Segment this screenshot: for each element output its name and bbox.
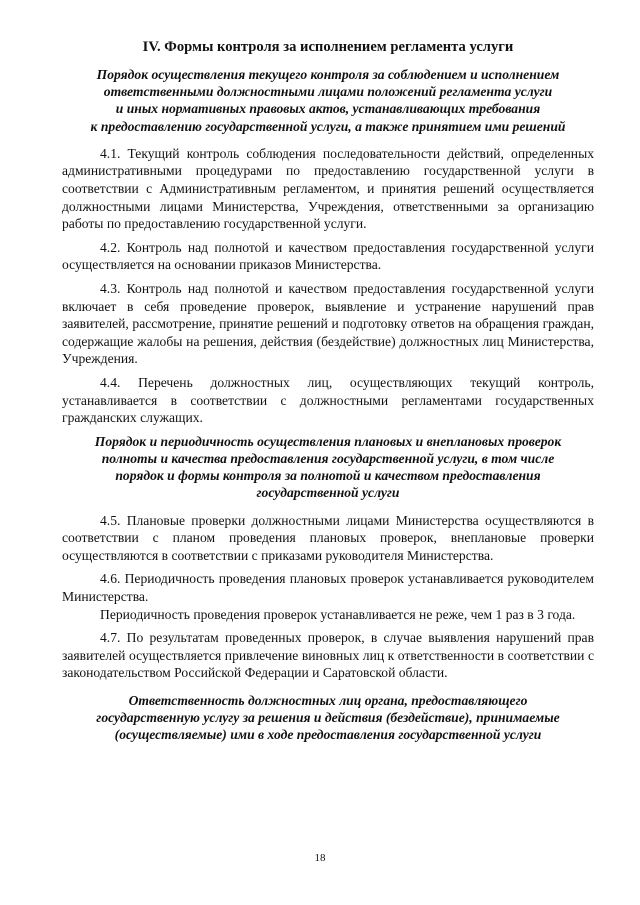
- heading-line: полноты и качества предоставления государственной услуги, в том числе: [101, 450, 555, 466]
- paragraph-4-1: 4.1. Текущий контроль соблюдения последовательности действий, определенных административными процедурами по предоставлению государственной услуги в соответствии с Административным регламентом, и принятия решений осуществляется должностными лицами Министерства, Учреждения, ответственными за организацию работы по предоставлению государственной услуги.: [62, 145, 594, 232]
- heading-line: порядок и формы контроля за полнотой и качеством предоставления: [115, 468, 541, 484]
- heading-line: Порядок осуществления текущего контроля за соблюдением и исполнением: [96, 67, 560, 82]
- heading-line: и иных нормативных правовых актов, устанавливающих требования: [115, 101, 541, 117]
- heading-line: государственную услугу за решения и действия (бездействие), принимаемые: [96, 710, 560, 726]
- page-number: 18: [314, 852, 326, 864]
- heading-line: государственной услуги: [256, 485, 400, 501]
- paragraph-4-7: 4.7. По результатам проведенных проверок, в случае выявления нарушений прав заявителей осуществляется привлечение виновных лиц к ответственности в соответствии с законодательством Российской Федерации и Саратовской области.: [62, 630, 594, 681]
- section-heading-inspections: [62, 433, 594, 502]
- heading-line: ответственными должностными лицами положений регламента услуги: [103, 84, 553, 100]
- paragraph-4-3: 4.3. Контроль над полнотой и качеством предоставления государственной услуги включает в себя проведение проверок, выявление и устранение нарушений прав заявителей, рассмотрение, принятие решений и подготовку ответов на обращения граждан, содержащие жалобы на решения, действия (бездействие) должностных лиц Министерства, Учреждения.: [62, 280, 594, 367]
- heading-line: к предоставлению государственной услуги, а также принятием ими решений: [90, 118, 566, 134]
- paragraph-4-5: 4.5. Плановые проверки должностными лицами Министерства осуществляются в соответствии с планом проведения плановых проверок, внеплановые проверки осуществляются в соответствии с приказами руководителя Министерства.: [62, 512, 594, 563]
- paragraph-4-6: 4.6. Периодичность проведения плановых проверок устанавливается руководителем Министерства.: [62, 571, 594, 604]
- section-heading-current-control: [62, 66, 594, 135]
- document-page: [62, 38, 594, 749]
- chapter-title: IV. Формы контроля за исполнением регламента услуги: [142, 39, 514, 55]
- section-heading-responsibility: [62, 692, 594, 744]
- heading-line: (осуществляемые) ими в ходе предоставления государственной услуги: [114, 727, 542, 743]
- heading-line: Ответственность должностных лиц органа, предоставляющего: [128, 692, 528, 708]
- paragraph-4-2: 4.2. Контроль над полнотой и качеством предоставления государственной услуги осуществляется на основании приказов Министерства.: [62, 239, 594, 273]
- paragraph-4-4: 4.4. Перечень должностных лиц, осуществляющих текущий контроль, устанавливается в соответствии с должностными регламентами государственных гражданских служащих.: [62, 374, 594, 426]
- heading-line: Порядок и периодичность осуществления плановых и внеплановых проверок: [94, 433, 562, 449]
- paragraph-4-6-periodicity: Периодичность проведения проверок устанавливается не реже, чем 1 раз в 3 года.: [100, 606, 576, 622]
